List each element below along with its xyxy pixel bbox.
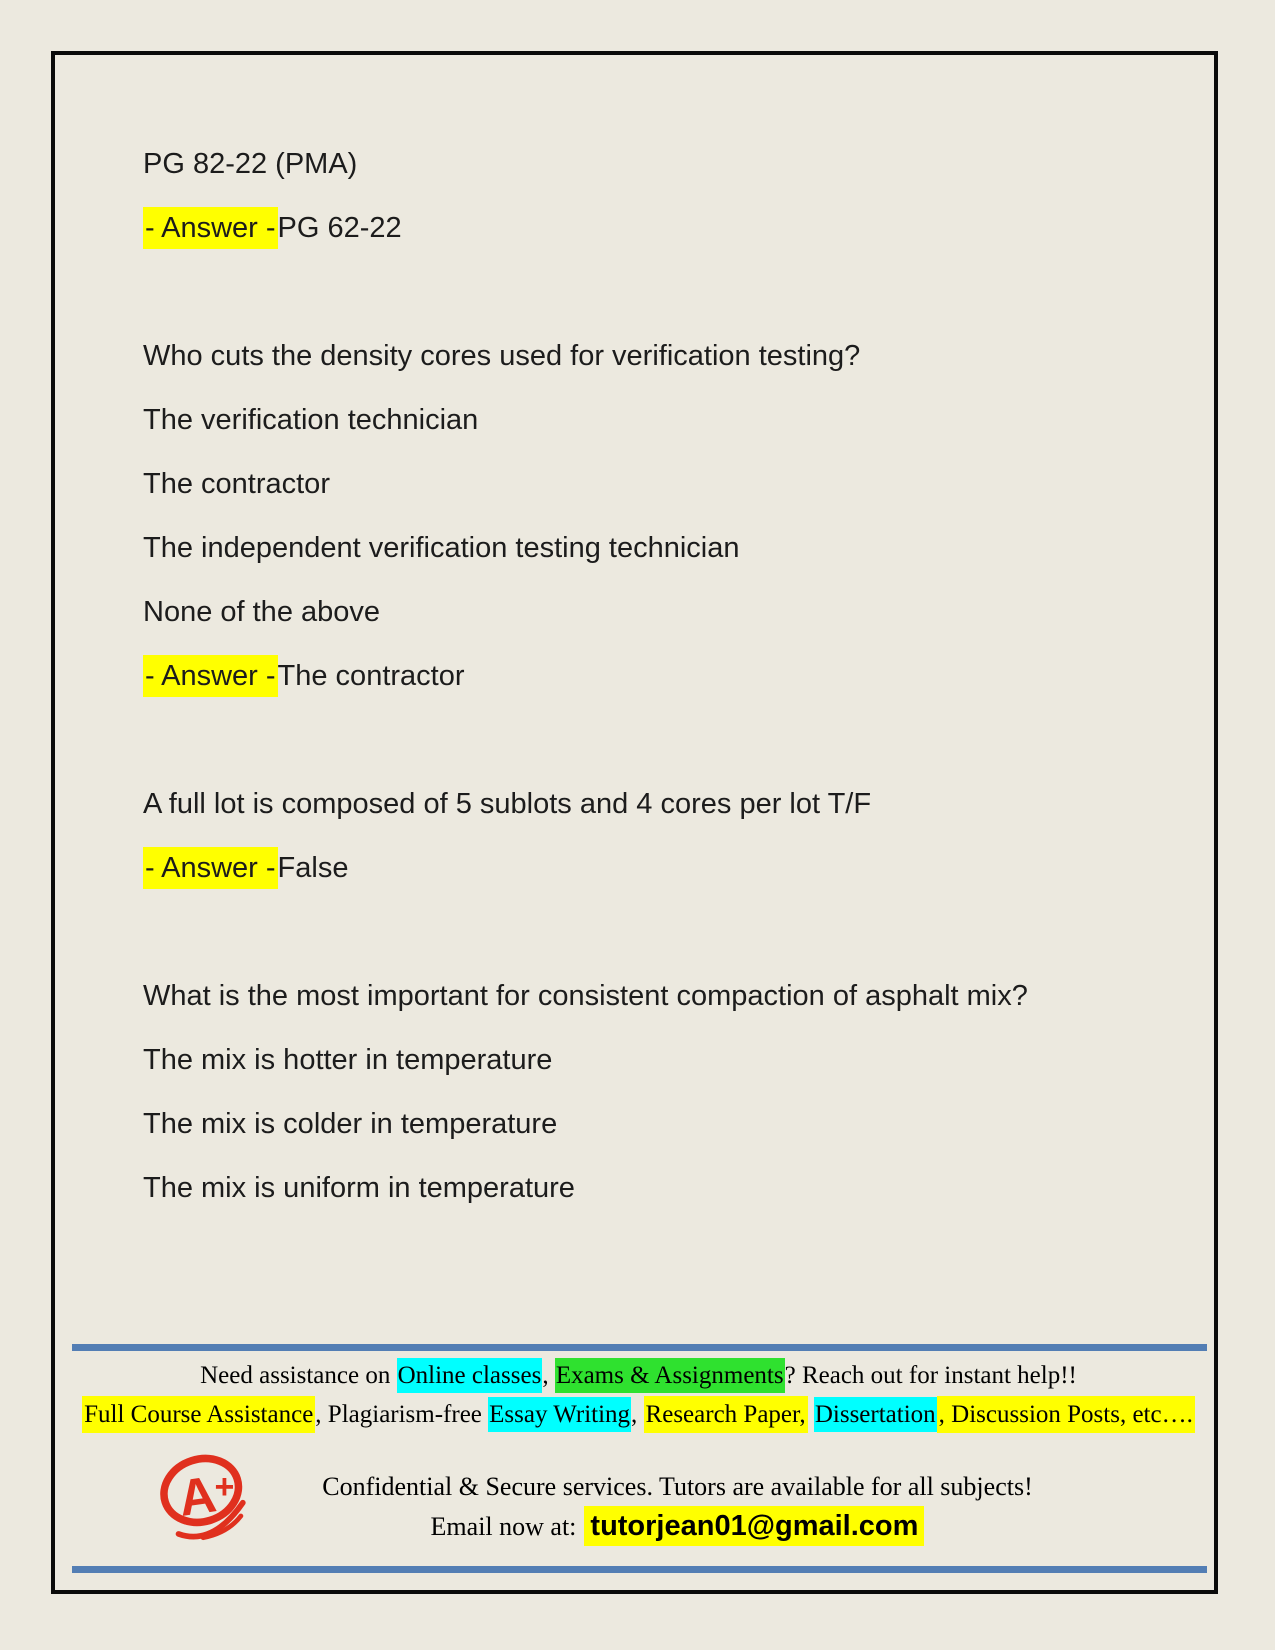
course-header: PG 82-22 (PMA) (143, 148, 358, 180)
answer-option: The contractor (143, 468, 330, 500)
footer-highlight-green: Exams & Assignments (555, 1358, 785, 1393)
answer-label-highlight: - Answer - (143, 655, 278, 697)
footer-highlight-cyan: Essay Writing (488, 1397, 631, 1432)
footer-text (808, 1401, 814, 1428)
email-prefix: Email now at: (430, 1512, 577, 1541)
footer-text: , Plagiarism-free (315, 1401, 489, 1428)
document-body (143, 146, 1195, 1234)
footer-highlight-yellow: Full Course Assistance (82, 1396, 315, 1433)
answer-label-highlight: - Answer - (143, 207, 278, 249)
email-address: tutorjean01@gmail.com (584, 1506, 924, 1546)
answer-line (143, 850, 1195, 886)
question-text: Who cuts the density cores used for verification testing? (143, 340, 861, 372)
footer-text: , (542, 1362, 555, 1389)
answer-option: The mix is uniform in temperature (143, 1172, 575, 1204)
footer-ad-text (60, 1356, 1217, 1434)
answer-option: The independent verification testing technician (143, 532, 740, 564)
answer-option: The mix is colder in temperature (143, 1108, 558, 1140)
confidential-line: Confidential & Secure services. Tutors are available for all subjects! (322, 1472, 1033, 1501)
footer-highlight-yellow: Research Paper, (644, 1396, 808, 1433)
footer-text: , (631, 1401, 644, 1428)
answer-line (143, 658, 1195, 694)
answer-option: The verification technician (143, 404, 479, 436)
divider-line-bottom (72, 1566, 1207, 1573)
svg-text:+: + (214, 1468, 235, 1506)
footer-highlight-cyan: Dissertation (814, 1397, 937, 1432)
footer-ad-line1 (60, 1356, 1217, 1395)
footer-ad-line2 (60, 1395, 1217, 1434)
svg-text:A: A (175, 1465, 220, 1527)
email-line (150, 1510, 1205, 1543)
footer-highlight-cyan: Online classes (397, 1358, 543, 1393)
answer-line (143, 210, 1195, 246)
answer-label-highlight: - Answer - (143, 847, 278, 889)
divider-line-top (72, 1344, 1207, 1351)
answer-value: The contractor (277, 660, 465, 692)
answer-option: None of the above (143, 596, 381, 628)
question-text: What is the most important for consistent compaction of asphalt mix? (143, 980, 1028, 1012)
footer-text: ? Reach out for instant help!! (784, 1362, 1077, 1389)
question-text: A full lot is composed of 5 sublots and 4 cores per lot T/F (143, 788, 872, 820)
answer-value: False (277, 852, 349, 884)
answer-value: PG 62-22 (277, 212, 402, 244)
answer-option: The mix is hotter in temperature (143, 1044, 553, 1076)
footer-highlight-yellow: , Discussion Posts, etc…. (937, 1396, 1195, 1433)
footer-text: Need assistance on (200, 1362, 397, 1389)
